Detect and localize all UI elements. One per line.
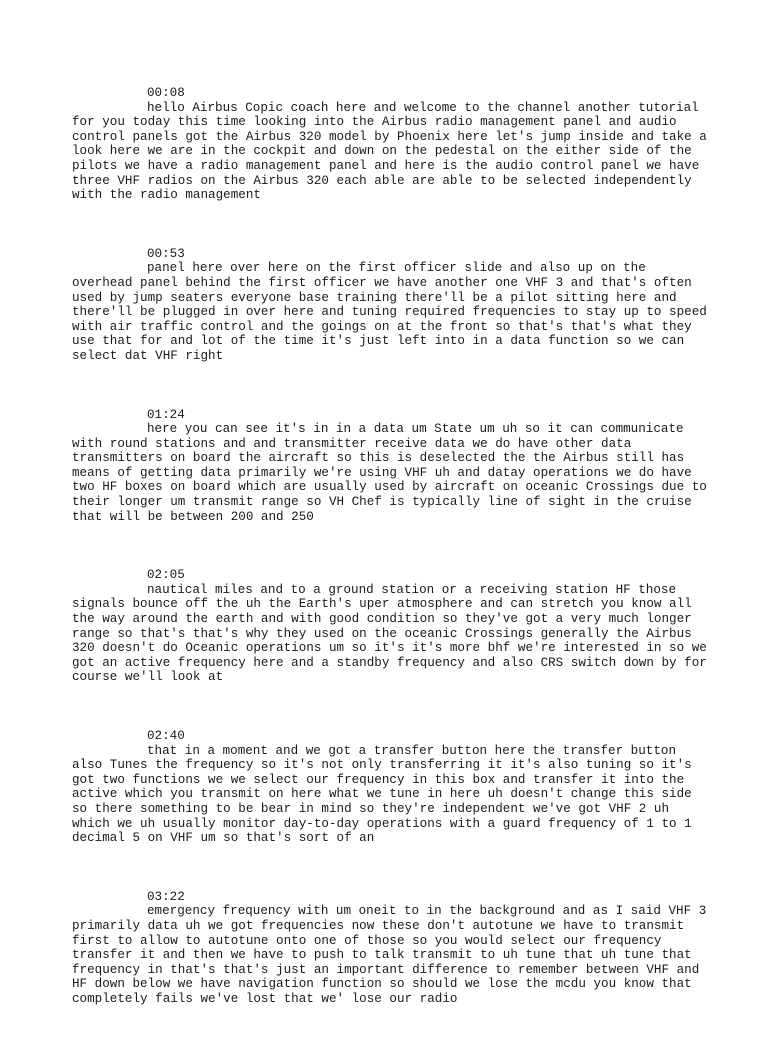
segment-timestamp: 03:22 bbox=[147, 889, 185, 904]
segment-text: that in a moment and we got a transfer button here the transfer button also Tunes the frequency so it's not only transferring it it's also tuning so it's got two functions we we select our frequency in this box and transfer it into the active which you transmit on here what we tune in here uh doesn't change this side so there something to be bear in mind so they're independent we've got VHF 2 uh which we uh usually monitor day-to-day operations with a guard frequency of 1 to 1 decimal 5 on VHF um so that's sort of an bbox=[72, 743, 692, 846]
segment-timestamp: 02:40 bbox=[147, 729, 185, 743]
segment-timestamp: 00:08 bbox=[147, 86, 185, 100]
transcript-segment bbox=[72, 408, 712, 525]
transcript-segment bbox=[72, 729, 712, 846]
segment-text: emergency frequency with um oneit to in the background and as I said VHF 3 primarily data uh we got frequencies now these don't autotune we have to transmit first to allow to autotune onto one of those so you would select our frequency transfer it and then we have to push to talk transmit to uh tune that uh tune that frequency in that's that's just an important difference to remember between VHF and HF down below we have navigation function so should we lose the mcdu you know that completely fails we've lost that we' lose our radio bbox=[72, 904, 707, 1006]
transcript-segment bbox=[72, 568, 712, 685]
segment-text: panel here over here on the first officer slide and also up on the overhead panel behind the first officer we have another one VHF 3 and that's often used by jump seaters everyone base training there'll be a pilot sitting here and there'll be plugged in over here and tuning required frequencies to stay up to speed with air traffic control and the goings on at the front so that's that's what they use that for and lot of the time it's just left into in a data function so we can select dat VHF right bbox=[72, 261, 707, 363]
segment-timestamp: 02:05 bbox=[147, 568, 185, 583]
segment-text: here you can see it's in in a data um State um uh so it can communicate with round stations and and transmitter receive data we do have other data transmitters on board the aircraft so this is deselected the the Airbus still has means of getting data primarily we're using VHF uh and datay operations we do have two HF boxes on board which are usually used by aircraft on oceanic Crossings due to their longer um transmit range so VH Chef is typically line of sight in the cruise that will be between 200 and 250 bbox=[72, 422, 707, 524]
transcript-segment bbox=[72, 247, 712, 364]
segment-timestamp: 00:53 bbox=[147, 246, 185, 261]
transcript-segment bbox=[72, 890, 712, 1007]
segment-text: hello Airbus Copic coach here and welcome to the channel another tutorial for you today this time looking into the Airbus radio management panel and audio control panels got the Airbus 320 model by Phoenix here let's jump inside and take a look here we are in the cockpit and down on the pedestal on the either side of the pilots we have a radio management panel and here is the audio control panel we have three VHF radios on the Airbus 320 each able are able to be selected independently with the radio management bbox=[72, 100, 707, 203]
transcript-segment bbox=[72, 86, 712, 203]
transcript-document bbox=[72, 86, 712, 1051]
segment-timestamp: 01:24 bbox=[147, 407, 185, 422]
segment-text: nautical miles and to a ground station or a receiving station HF those signals bounce off the uh the Earth's uper atmosphere and can stretch you know all the way around the earth and with good condition so they've got a very much longer range so that's that's why they used on the oceanic Crossings generally the Airbus 320 doesn't do Oceanic operations um so it's it's more bhf we're interested in so we got an active frequency here and a standby frequency and also CRS switch down by for course we'll look at bbox=[72, 582, 707, 685]
